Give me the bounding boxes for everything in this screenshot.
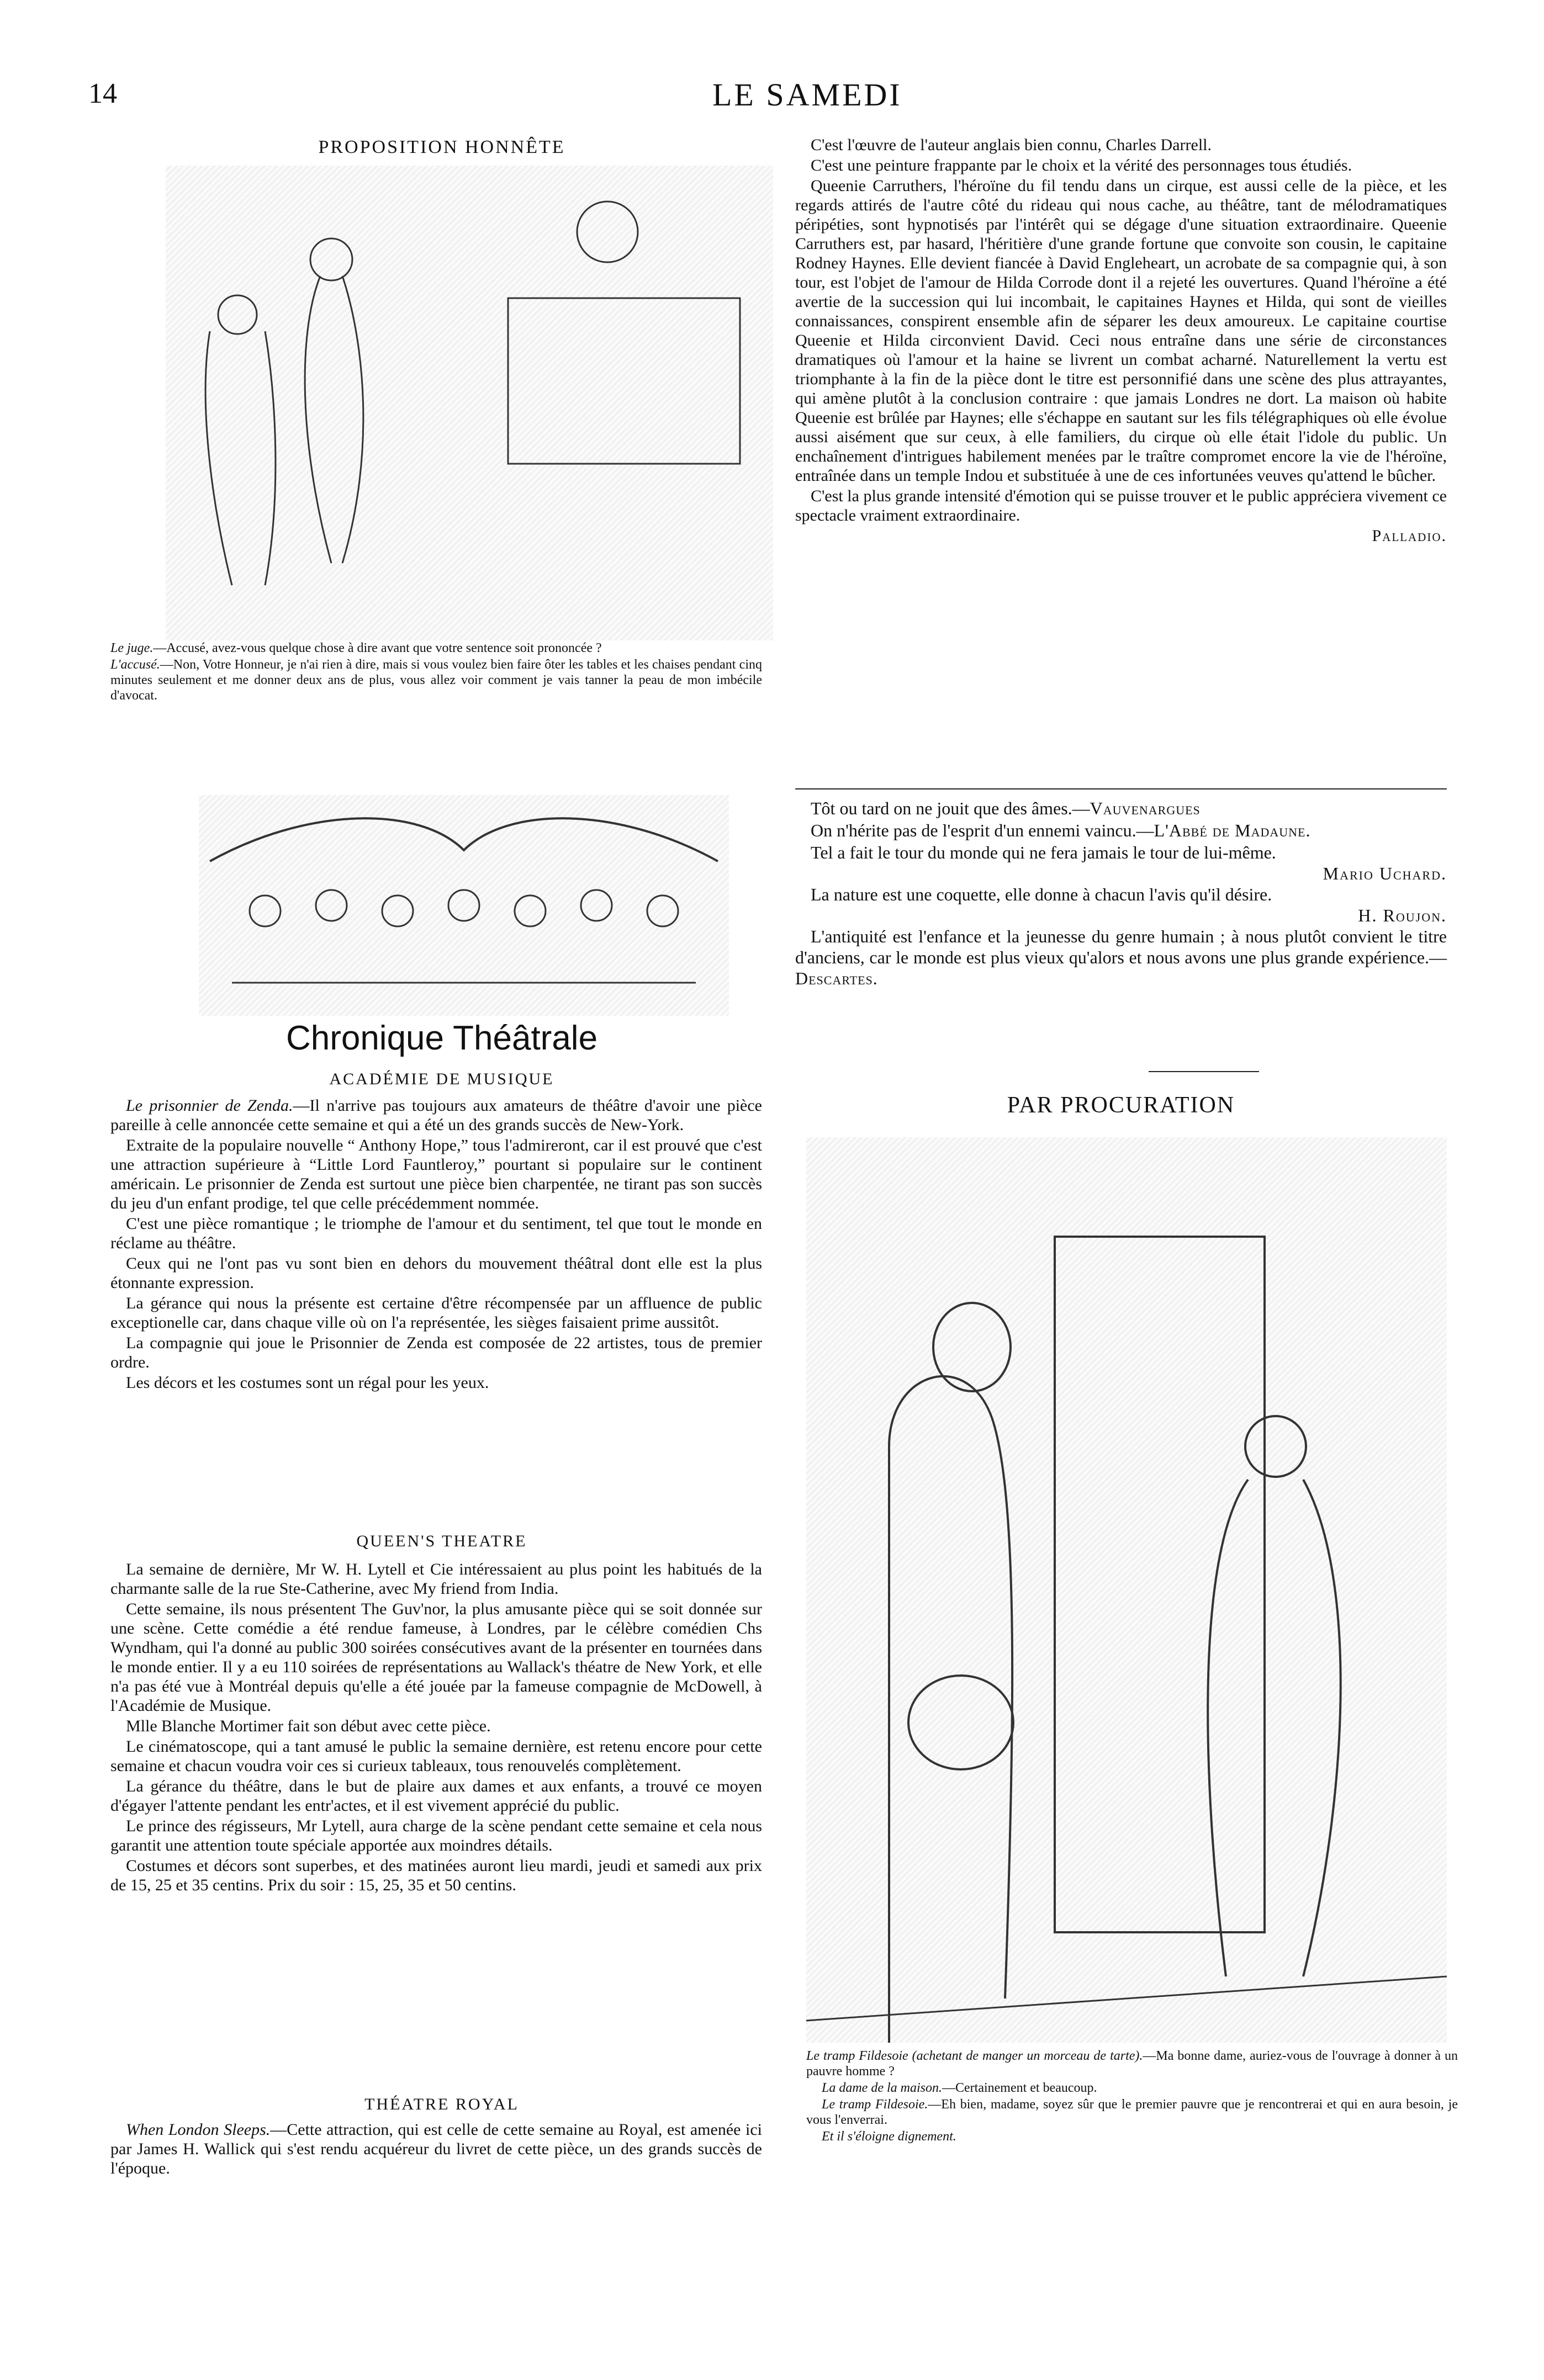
queens-article	[110, 1560, 762, 1896]
maxim: Tôt ou tard on ne jouit que des âmes.—Vauvenargues	[811, 798, 1201, 818]
academie-lead-title: Le prisonnier de Zenda.	[126, 1096, 293, 1115]
maxim-author: H. Roujon.	[1358, 905, 1447, 925]
page-number: 14	[88, 78, 117, 109]
signature: Palladio.	[1372, 527, 1447, 545]
divider	[1149, 1071, 1259, 1072]
academie-paragraph: Ceux qui ne l'ont pas vu sont bien en dehors du mouvement théâtral dont elle est la plus étonnante expression.	[110, 1254, 762, 1292]
academie-paragraph: Extraite de la populaire nouvelle “ Anthony Hope,” tous l'admireront, car il est prouvé que c'est une attraction supérieure à “Little Lord Fauntleroy,” pourtant si populaire sur le continent américain. Le prisonnier de Zenda est surtout une pièce bien charpentée, ne tirant pas son succès du jeu d'un enfant prodige, tel que celle précédemment nommée.	[110, 1136, 762, 1212]
caption-text: —Eh bien, madame, soyez sûr que le premier pauvre que je rencontrerai et qui en aura besoin, je vous l'enverrai.	[806, 2097, 1458, 2127]
queens-paragraph: Cette semaine, ils nous présentent The Guv'nor, la plus amusante pièce qui se soit donnée sur une scène. Cette comédie a été rendue fameuse, à Londres, par le célèbre comédien Chs Wyndham, qui l'a donné au public 300 soirées consécutives avant de la présenter en tournées dans le monde entier. Il y a eu 110 soirées de représentations au Wallack's théatre de New York, et elle n'a pas été vue à Montréal depuis qu'elle a été jouée par la fameuse compagnie de McDowell, à l'Académie de Musique.	[110, 1600, 762, 1715]
caption-text: —Ma bonne dame, auriez-vous de l'ouvrage à donner à un pauvre homme ?	[806, 2049, 1458, 2079]
maxim: On n'hérite pas de l'esprit d'un ennemi vaincu.—L'Abbé de Madaune.	[811, 820, 1311, 840]
caption-speaker: L'accusé.	[110, 658, 160, 672]
journal-title: LE SAMEDI	[712, 77, 902, 113]
royal-paragraph: —Cette attraction, qui est celle de cette semaine au Royal, est amenée ici par James H. Wallick qui s'est rendu acquéreur du livret de cette pièce, un des grands succès de l'époque.	[110, 2121, 762, 2177]
queens-paragraph: Le cinématoscope, qui a tant amusé le public la semaine dernière, est retenu encore pour cette semaine et chacun voudra voir ces si curieux tableaux, tous renouvelés complètement.	[110, 1737, 762, 1775]
caption-speaker: Le juge.	[110, 641, 154, 655]
caption-speaker: La dame de la maison.	[822, 2081, 942, 2095]
royal-lead-title: When London Sleeps.	[126, 2121, 271, 2139]
royal-heading: THÉATRE ROYAL	[364, 2095, 519, 2113]
cartoon2-title: PAR PROCURATION	[1007, 1093, 1235, 1118]
right-column-article	[795, 135, 1447, 545]
queens-heading: QUEEN'S THEATRE	[356, 1532, 527, 1550]
academie-heading: ACADÉMIE DE MUSIQUE	[329, 1070, 554, 1088]
caption-speaker: Le tramp Fildesoie.	[822, 2097, 928, 2112]
queens-paragraph: Costumes et décors sont superbes, et des matinées auront lieu mardi, jeudi et samedi aux prix de 15, 25 et 35 centins. Prix du soir : 15, 25, 35 et 50 centins.	[110, 1857, 762, 1894]
maxim-author: Mario Uchard.	[1323, 863, 1447, 883]
queens-paragraph: Le prince des régisseurs, Mr Lytell, aura charge de la scène pendant cette semaine et cela nous garantit une attention toute spéciale apportée aux moindres détails.	[110, 1817, 762, 1854]
article-paragraph: C'est l'œuvre de l'auteur anglais bien connu, Charles Darrell.	[811, 136, 1212, 154]
cartoon2-caption	[806, 2048, 1458, 2145]
article-paragraph: C'est une peinture frappante par le choix et la vérité des personnages tous étudiés.	[811, 156, 1352, 174]
children-dancing-vignette	[199, 795, 729, 1016]
maxim: L'antiquité est l'enfance et la jeunesse du genre humain ; à nous plutôt convient le titre d'anciens, car le monde est plus vieux qu'alors et nous avons une plus grande expérience.—Descartes.	[795, 926, 1447, 988]
queens-paragraph: La gérance du théâtre, dans le but de plaire aux dames et aux enfants, a trouvé ce moyen d'égayer l'attente pendant les entr'actes, et il est vivement apprécié du public.	[110, 1777, 762, 1815]
article-paragraph: C'est la plus grande intensité d'émotion qui se puisse trouver et le public appréciera vivement ce spectacle vraiment extraordinaire.	[795, 487, 1447, 524]
tramp-doorway-illustration	[806, 1137, 1447, 2043]
chronique-title: Chronique Théâtrale	[285, 1019, 598, 1057]
maxim: La nature est une coquette, elle donne à chacun l'avis qu'il désire.	[811, 884, 1272, 904]
academie-article	[110, 1096, 762, 1393]
divider	[795, 788, 1447, 789]
academie-paragraph: Les décors et les costumes sont un régal pour les yeux.	[126, 1374, 489, 1392]
article-paragraph: Queenie Carruthers, l'héroïne du fil tendu dans un cirque, est aussi celle de la pièce, et les regards attirés de l'autre côté du rideau qui nous cache, au théâtre, tant de mélodramatiques péripéties, sont hypnotisés par l'intérêt qui se dégage d'une situation extraordinaire. Queenie Carruthers est, par hasard, l'héritière d'une grande fortune que convoite son cousin, le capitaine Rodney Haynes. Elle devient fiancée à David Engleheart, un acrobate de sa compagnie qui, à son tour, est l'objet de l'amour de Hilda Corrode dont il a rejeté les ouvertures. Quand l'héroïne a été avertie de la succession qui lui incombait, le capitaines Haynes et Hilda, qui sont de vieilles connaissances, conspirent ensemble afin de séparer les deux amoureux. Le capitaine courtise Queenie et Hilda circonvient David. Ceci nous entraîne dans une série de circonstances dramatiques où l'amour et la haine se livrent un combat acharné. Naturellement la vertu est triomphante à la fin de la pièce dont le titre est personnifié dans une scène des plus attrayantes, qui amène plutôt à la conclusion contraire : que jamais Londres ne dort. La maison où habite Queenie est brûlée par Haynes; elle s'échappe en sautant sur les fils télégraphiques où elle évolue aussi aisément que sur ceux, à elle familiers, du cirque où elle était l'idole du public. Un enchaînement d'intrigues habilement menées par le traître compromet encore la vie de l'héroïne, entraînée dans un temple Indou et substituée à une de ces infortunées veuves qu'attend le bûcher.	[795, 177, 1447, 485]
caption-text: Et il s'éloigne dignement.	[822, 2129, 956, 2144]
cartoon1-title: PROPOSITION HONNÊTE	[318, 137, 565, 157]
royal-article	[110, 2120, 762, 2179]
caption-text: —Accusé, avez-vous quelque chose à dire avant que votre sentence soit prononcée ?	[153, 641, 602, 655]
caption-text: —Non, Votre Honneur, je n'ai rien à dire, mais si vous voulez bien faire ôter les tables et les chaises pendant cinq minutes seulement et me donner deux ans de plus, vous allez voir comment je vais tanner la peau de mon imbécile d'avocat.	[110, 658, 762, 703]
maxim: Tel a fait le tour du monde qui ne fera jamais le tour de lui-même.	[811, 842, 1276, 862]
queens-paragraph: La semaine de dernière, Mr W. H. Lytell et Cie intéressaient au plus point les habitués de la charmante salle de la rue Ste-Catherine, avec My friend from India.	[110, 1560, 762, 1598]
academie-paragraph: La compagnie qui joue le Prisonnier de Zenda est composée de 22 artistes, tous de premier ordre.	[110, 1334, 762, 1371]
academie-paragraph: —Il n'arrive pas toujours aux amateurs de théâtre d'avoir une pièce pareille à celle annoncée cette semaine et qui a été un des grands succès de New-York.	[110, 1096, 763, 1134]
caption-text: —Certainement et beaucoup.	[942, 2081, 1097, 2095]
cartoon1-caption	[110, 640, 762, 704]
caption-speaker: Le tramp Fildesoie (achetant de manger un morceau de tarte).	[806, 2049, 1143, 2063]
academie-paragraph: La gérance qui nous la présente est certaine d'être récompensée par un affluence de public exceptionelle car, dans chaque ville où on l'a représentée, les sièges faisaient prime aussitôt.	[110, 1294, 762, 1332]
courtroom-illustration	[166, 166, 773, 640]
academie-paragraph: C'est une pièce romantique ; le triomphe de l'amour et du sentiment, tel que tout le monde en réclame au théâtre.	[110, 1215, 762, 1252]
maxims-block	[795, 798, 1447, 990]
queens-paragraph: Mlle Blanche Mortimer fait son début avec cette pièce.	[126, 1717, 491, 1735]
